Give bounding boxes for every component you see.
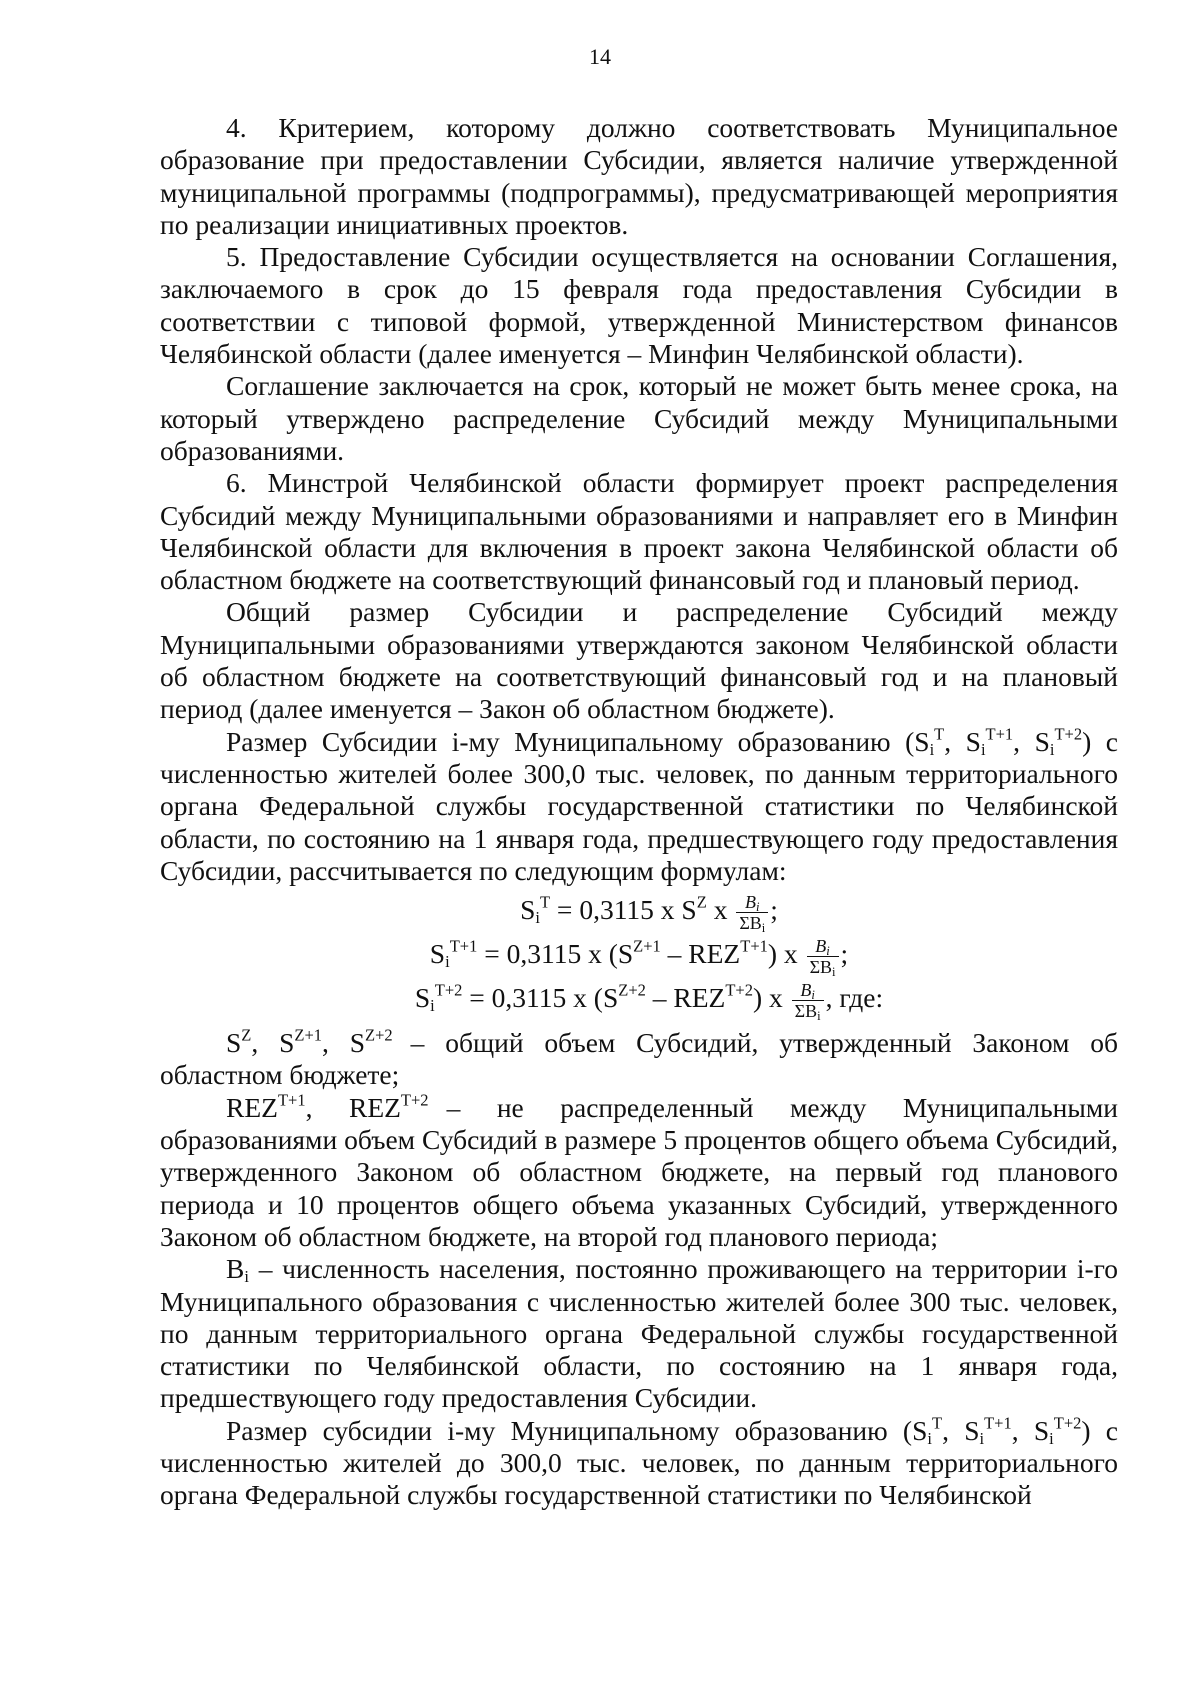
formula-block <box>160 889 1118 1024</box>
subsidy-size-large-rest: с численностью жителей более 300,0 тыс. человек, по данным территориального органа Федеральной службы государственной статистики по Челябинской области, по состоянию на 1 января года, предшествующего году предоставления Субсидии, рассчитывается по следующим формулам: <box>160 725 1118 886</box>
formula-coefficient: 0,3115 <box>506 938 582 970</box>
formula-coefficient: 0,3115 <box>491 982 567 1014</box>
page-number: 14 <box>589 44 611 69</box>
paragraph-subsidy-size-large: Размер Субсидии i-му Муниципальному образованию ($S_i^T$, $S_i^{T+1}$, $S_i^{T+2}$) с численностью жителей более 300,0 тыс. человек, по данным территориального органа Федеральной службы государственной статистики по Челябинской области, по состоянию на 1 января года, предшествующего году предоставления Субсидии, рассчитывается по следующим формулам: <box>160 724 1118 886</box>
paragraph-agreement: 5. Предоставление Субсидии осуществляется на основании Соглашения, заключаемого в срок до 15 февраля года предоставления Субсидии в соответствии с типовой формой, утвержденной Министерством финансов Челябинской области (далее именуется – Минфин Челябинской области). <box>160 241 1118 370</box>
formula-year-t1: $S_i^{T+1} = 0,3115$ x $(S^{Z+1} - REZ^{T+1})$ x $\frac{B_i}{\Sigma B_i}$ ; <box>429 936 849 980</box>
paragraph-distribution-project: 6. Минстрой Челябинской области формирует проект распределения Субсидий между Муниципальными образованиями и направляет его в Минфин Челябинской области для включения в проект закона Челябинской области об областном бюджете на соответствующий финансовый год и плановый период. <box>160 467 1118 596</box>
definition-rez: $REZ^{T+1}$, $REZ^{T+2}$ – не распределенный между Муниципальными образованиями объем Субсидий в размере 5 процентов общего объема Субсидий, утвержденного Законом об областном бюджете, на первый год планового периода и 10 процентов общего объема указанных Субсидий, утвержденного Законом об областном бюджете, на второй год планового периода; <box>160 1090 1118 1252</box>
formula-year-t2: $S_i^{T+2} = 0,3115$ x $(S^{Z+2} - REZ^{T+2})$ x $\frac{B_i}{\Sigma B_i}$ , где: <box>414 980 884 1024</box>
subsidy-size-small-rest: с численностью жителей до 300,0 тыс. человек, по данным территориального органа Федеральной службы государственной статистики по Челябинской <box>160 1414 1119 1511</box>
subsidy-size-large-intro: Размер Субсидии i-му Муниципальному образованию <box>226 725 891 757</box>
formula-year-t: $S_i^T = 0,3115$ x $S^Z$ x $\frac{B_i}{\Sigma B_i}$ ; <box>520 892 778 936</box>
definition-sz-text: – общий объем Субсидий, утвержденный Законом об областном бюджете; <box>160 1027 1119 1091</box>
paragraph-agreement-term: Соглашение заключается на срок, который не может быть менее срока, на который утверждено распределение Субсидий между Муниципальными образованиями. <box>160 370 1118 466</box>
document-body <box>160 112 1118 1512</box>
fraction-bi: $\frac{B_i}{\Sigma B_i}$ <box>736 892 768 933</box>
definition-bi: $B_i$ – численность населения, постоянно проживающего на территории i-го Муниципального образования с численностью жителей более 300 тыс. человек, по данным территориального органа Федеральной службы государственной статистики по Челябинской области, по состоянию на 1 января года, предшествующего году предоставления Субсидии. <box>160 1253 1119 1414</box>
definition-rez-text: – не распределенный между Муниципальными образованиями объем Субсидий в размере 5 процентов общего объема Субсидий, утвержденного Законом об областном бюджете, на первый год планового периода и 10 процентов общего объема указанных Субсидий, утвержденного Законом об областном бюджете, на второй год планового периода; <box>160 1091 1118 1252</box>
paragraph-subsidy-size-small: Размер субсидии i-му Муниципальному образованию ($S_i^T$, $S_i^{T+1}$, $S_i^{T+2}$) с численностью жителей до 300,0 тыс. человек, по данным территориального органа Федеральной службы государственной статистики по Челябинской <box>160 1413 1119 1511</box>
definition-bi-text: – численность населения, постоянно проживающего на территории i-го Муниципального образования с численностью жителей более 300 тыс. человек, по данным территориального органа Федеральной службы государственной статистики по Челябинской области, по состоянию на 1 января года, предшествующего году предоставления Субсидии. <box>160 1253 1119 1414</box>
formula-where: , где: <box>825 982 884 1014</box>
definition-sz: $S^Z$, $S^{Z+1}$, $S^{Z+2}$ – общий объем Субсидий, утвержденный Законом об областном бюджете; <box>160 1025 1119 1091</box>
paragraph-total-subsidy: Общий размер Субсидии и распределение Субсидий между Муниципальными образованиями утверждаются законом Челябинской области об областном бюджете на соответствующий финансовый год и на плановый период (далее именуется – Закон об областном бюджете). <box>160 596 1118 725</box>
paragraph-criterion: 4. Критерием, которому должно соответствовать Муниципальное образование при предоставлении Субсидии, является наличие утвержденной муниципальной программы (подпрограммы), предусматривающей мероприятия по реализации инициативных проектов. <box>160 112 1118 240</box>
formula-coefficient: 0,3115 <box>579 894 654 926</box>
fraction-bi: $\frac{B_i}{\Sigma B_i}$ <box>792 980 824 1021</box>
fraction-bi: $\frac{B_i}{\Sigma B_i}$ <box>807 936 839 977</box>
subsidy-size-small-intro: Размер субсидии i-му Муниципальному образованию <box>226 1414 888 1446</box>
